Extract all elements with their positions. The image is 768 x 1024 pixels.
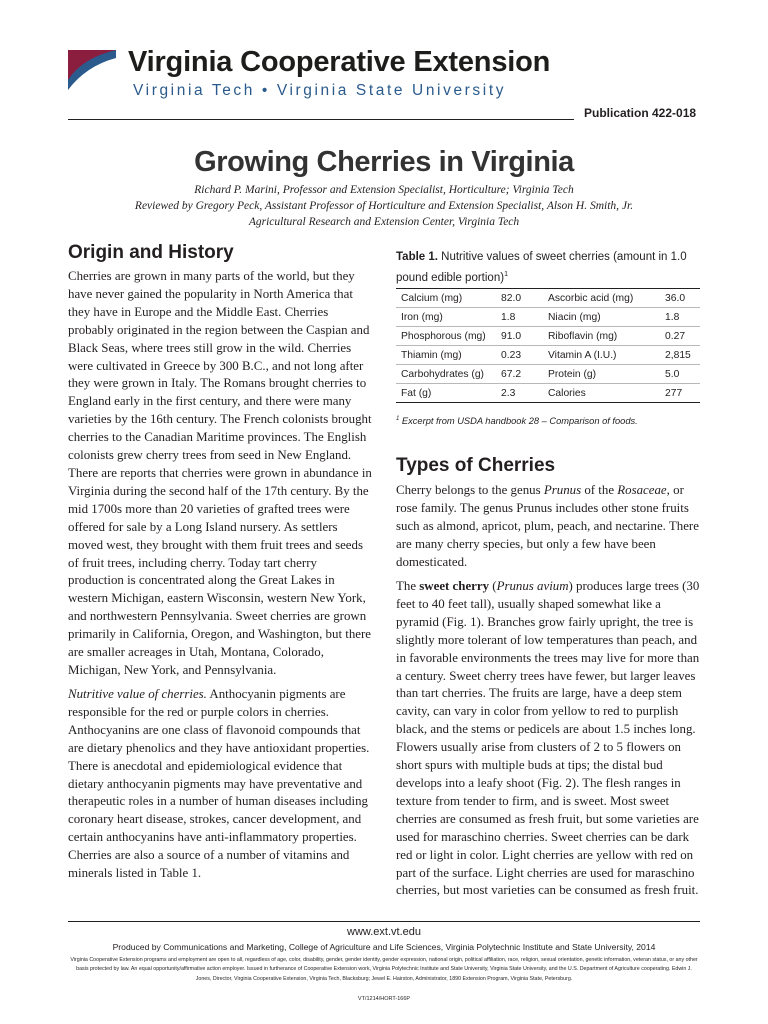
nutritive-lead: Nutritive value of cherries. — [68, 687, 207, 701]
text-run: ( — [489, 579, 497, 593]
text-run: The — [396, 579, 420, 593]
nutrition-table — [396, 288, 700, 403]
nutrient-name: Niacin (mg) — [543, 308, 660, 327]
nutrient-value: 2,815 — [660, 346, 700, 365]
nutrient-name: Thiamin (mg) — [396, 346, 496, 365]
footer-rule — [68, 921, 700, 922]
footer-fine-print: Virginia Cooperative Extension programs and employment are open to all, regardless of age, color, disability, gender, gender identity, gender expression, national origin, political affiliation, race, religion, sexual orientation, genetic information, veteran status, or any other basis protected by law. An equal opportunity/affirmative action employer. Issued in furtherance of Cooperative Extension work, Virginia Polytechnic Institute and State University, Virginia State University, and the U.S. Department of Agriculture cooperating. Edwin J. Jones, Director, Virginia Cooperative Extension, Virginia Tech, Blacksburg; Jewel E. Hairston, Administrator, 1890 Extension Program, Virginia State, Petersburg. — [70, 957, 698, 982]
types-paragraph-1 — [396, 482, 701, 572]
nutrient-name: Vitamin A (I.U.) — [543, 346, 660, 365]
sweet-cherry-term: sweet cherry — [419, 579, 490, 593]
nutrient-value: 0.23 — [496, 346, 543, 365]
footer-url-link[interactable]: www.ext.vt.edu — [347, 926, 421, 938]
text-run: , or rose family. The genus Prunus includes other stone fruits such as almond, apricot, plum, peach, and nectarine. There are many cherry species, but only a few have been domesticated. — [396, 483, 699, 569]
nutrient-name: Calories — [548, 387, 586, 399]
section-heading-origin: Origin and History — [68, 242, 234, 263]
table-caption-sup: 1 — [504, 271, 508, 278]
table-caption-label: Table 1. — [396, 251, 438, 263]
table-row — [396, 384, 700, 403]
types-paragraph-2 — [396, 578, 701, 900]
nutrient-name: Phosphorous (mg) — [396, 327, 496, 346]
nutrient-name: Ascorbic acid (mg) — [543, 289, 660, 308]
nutrient-value: 277 — [665, 387, 683, 399]
nutrient-value: 2.3 — [501, 387, 516, 399]
publication-number: Publication 422-018 — [584, 106, 697, 120]
nutrient-value: 1.8 — [496, 308, 543, 327]
species-name: Prunus avium — [496, 579, 569, 593]
nutrient-value: 1.8 — [660, 308, 700, 327]
footer-code: VT/1214/HORT-166P — [357, 996, 411, 1002]
nutrient-name: Protein (g) — [543, 365, 660, 384]
nutrient-value: 91.0 — [496, 327, 543, 346]
nutrient-value: 67.2 — [496, 365, 543, 384]
footer-produced-by: Produced by Communications and Marketing, College of Agriculture and Life Sciences, Virginia Polytechnic Institute and State University, 2014 — [112, 942, 656, 952]
nutrient-name: Fat (g) — [401, 387, 432, 399]
section-heading-types: Types of Cherries — [396, 455, 556, 476]
table-row — [396, 289, 700, 308]
header-rule — [68, 119, 574, 120]
table-footnote-text: Excerpt from USDA handbook 28 – Comparison of foods. — [399, 416, 638, 427]
text-run: ) produces large trees (30 feet to 40 feet tall), usually shaped somewhat like a pyramid (Fig. 1). Branches grow fairly upright, the tree is slightly more tolerant of low temperatures than peach, and in favorable environments the trees may live for more than a century. Sweet cherry trees have fewer, but larger leaves than tart cherries. The fruits are large, have a deep stem cavity, can vary in color from yellow to red to purplish black, and the stems or pedicels are about 1.5 inches long. Flowers usually arise from clusters of 2 to 5 flowers on short spurs with multiple buds at tips; the distal bud develops into a leafy shoot (Fig. 2). The flesh ranges in texture from tender to firm, and is sweet. Most sweet cherries are consumed as fresh fruit, but some varieties are used for maraschino cherries. Sweet cherries can be dark red or light in color. Light cherries are yellow with red on part of the surface. Light cherries are used for maraschino cherries, but most varieties can be consumed as fresh fruit. — [396, 579, 700, 898]
vce-logo-icon — [68, 50, 116, 98]
table-row — [396, 365, 700, 384]
nutrient-name: Iron (mg) — [396, 308, 496, 327]
table-row — [396, 346, 700, 365]
table-row — [396, 327, 700, 346]
byline-center: Agricultural Research and Extension Center, Virginia Tech — [248, 216, 520, 228]
genus-name: Prunus — [543, 483, 582, 497]
nutrient-value: 36.0 — [660, 289, 700, 308]
table-caption-text: Nutritive values of sweet cherries (amount in 1.0 pound edible portion) — [396, 251, 687, 284]
family-name: Rosaceae — [617, 483, 667, 497]
nutritive-paragraph — [68, 686, 375, 883]
byline-author: Richard P. Marini, Professor and Extension Specialist, Horticulture; Virginia Tech — [194, 184, 574, 196]
table-caption — [396, 249, 706, 287]
text-run: of the — [581, 483, 618, 497]
nutritive-text: Anthocyanin pigments are responsible for the red or purple colors in cherries. Anthocyanins are one class of flavonoid compounds that are dietary phenolics and they have antioxidant properties. There is anecdotal and epidemiological evidence that dietary anthocyanin pigments may have preventative and therapeutic roles in a number of human diseases including coronary heart disease, strokes, cancer development, and certain anthocyanins have anti-inflammatory properties. Cherries are also a source of a number of vitamins and minerals listed in Table 1. — [68, 687, 370, 881]
nutrient-value: 0.27 — [660, 327, 700, 346]
document-title: Growing Cherries in Virginia — [194, 146, 574, 178]
table-footnote — [396, 416, 638, 426]
origin-paragraph: Cherries are grown in many parts of the world, but they have never gained the popularity in North America that they have in Europe and the Middle East. Cherries probably originated in the region between the Caspian and Black Seas, where trees still grow in the wild. Cherries were cultivated in Greece by 300 B.C., and not long after they were grown in Italy. The Romans brought cherries to England early in the first century, and there were many varieties by the 16th century. The French colonists brought cherries to the Canadian Maritime provinces. The English colonists grew cherry trees from seed in New England. There are reports that cherries were grown in abundance in Virginia during the second half of the 17th century. By the mid 1700s more than 20 varieties of grafted trees were offered for sale by a Long Island nursery. As settlers moved west, they brought with them fruit trees and seeds of fruit trees, including cherry. Today tart cherry production is concentrated along the Great Lakes in western Michigan, eastern Wisconsin, western New York, and northwestern Pennsylvania. Sweet cherries are grown primarily in California, Oregon, and Washington, but there are smaller acreages in Utah, Montana, Colorado, Michigan, New York, and Pennsylvania. — [68, 269, 372, 677]
brand-title: Virginia Cooperative Extension — [128, 46, 551, 78]
nutrient-value: 82.0 — [496, 289, 543, 308]
nutrient-name: Carbohydrates (g) — [396, 365, 496, 384]
nutrient-name: Riboflavin (mg) — [543, 327, 660, 346]
table-footnote-sup: 1 — [396, 416, 400, 422]
brand-subtitle: Virginia Tech • Virginia State University — [133, 82, 507, 99]
table-row — [396, 308, 700, 327]
nutrient-name: Calcium (mg) — [396, 289, 496, 308]
text-run: Cherry belongs to the genus — [396, 483, 544, 497]
byline-reviewers: Reviewed by Gregory Peck, Assistant Professor of Horticulture and Extension Specialist, Alson H. Smith, Jr. — [134, 200, 634, 212]
nutrient-value: 5.0 — [660, 365, 700, 384]
